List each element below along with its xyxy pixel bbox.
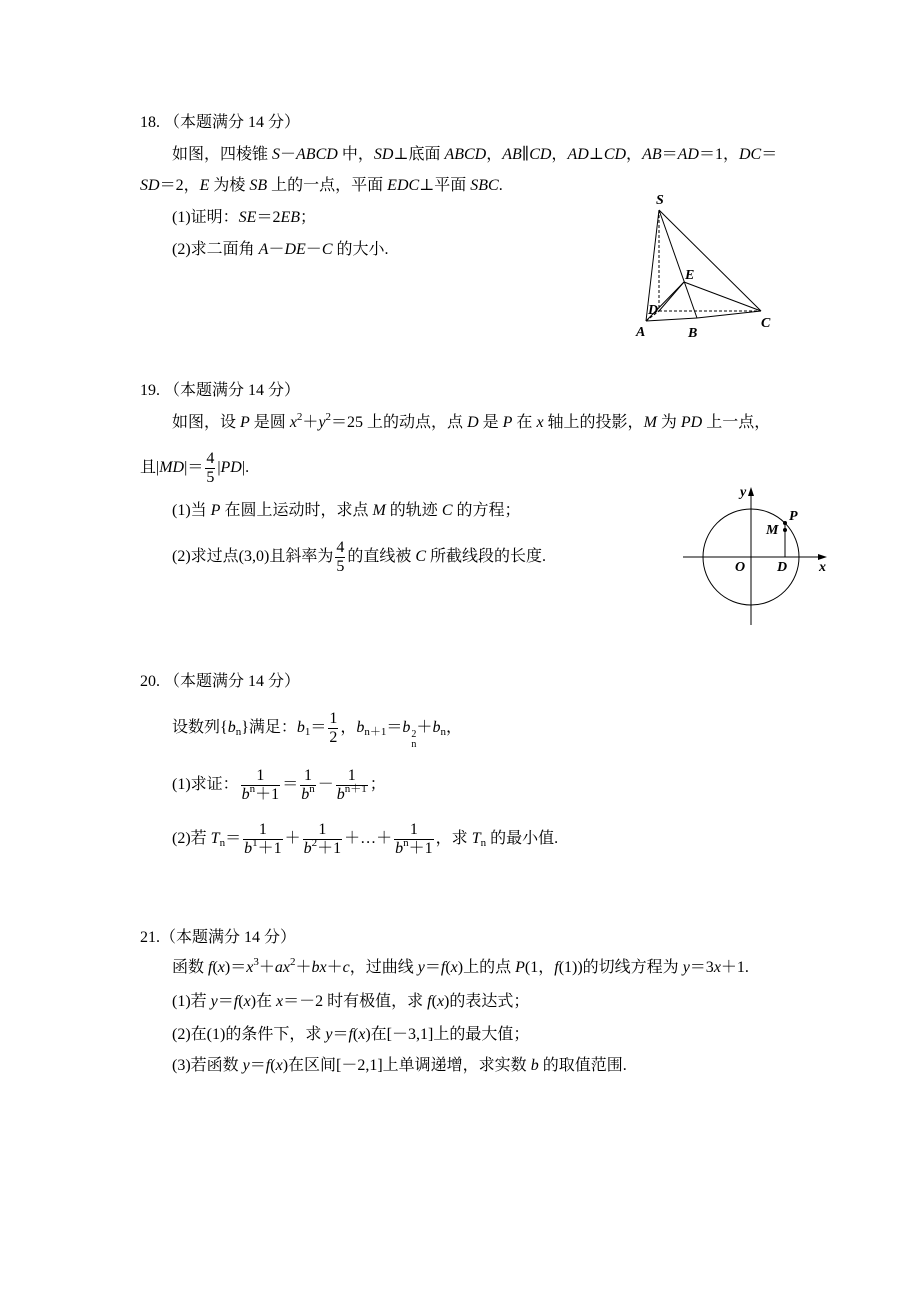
math-variable: x: [536, 414, 544, 431]
fraction-numerator: 1: [243, 821, 283, 840]
text-run: )在区间[－2,1]上单调递增，求实数: [282, 1057, 531, 1074]
math-variable: f: [440, 959, 446, 976]
text-run: )在: [250, 993, 277, 1010]
vertex-label-c: C: [761, 316, 771, 331]
problem-21-part-1: [172, 992, 529, 1012]
subscript: n: [480, 837, 487, 850]
problem-18-line-2: [140, 176, 503, 196]
point-label-p: P: [789, 509, 798, 524]
text-run: (1)求证：: [172, 776, 239, 794]
text-run: (1)当: [172, 502, 211, 519]
text-run: (: [445, 959, 451, 976]
subscript: n: [235, 726, 242, 739]
math-variable: P: [502, 414, 513, 431]
text-run: (2)在(1)的条件下，求: [172, 1026, 326, 1043]
superscript: n: [249, 783, 256, 795]
math-variable: y: [318, 414, 326, 431]
math-variable: x: [276, 993, 284, 1010]
math-variable: ax: [274, 959, 290, 976]
fraction-numerator: 1: [241, 767, 281, 786]
problem-18-part-1: [172, 208, 316, 228]
fraction: [303, 821, 343, 858]
text-run: ＝: [761, 146, 778, 163]
superscript: 1: [252, 837, 258, 849]
text-run: |＝: [184, 459, 204, 477]
math-variable: f: [554, 959, 559, 976]
text-run: ＝: [310, 719, 327, 737]
superscript: 2: [325, 411, 332, 423]
math-variable: EB: [280, 209, 301, 226]
math-variable: AB: [502, 146, 522, 163]
problem-19-header: [140, 381, 300, 401]
math-variable: M: [372, 502, 386, 519]
fraction: [328, 710, 338, 747]
math-variable: PD: [220, 459, 242, 477]
problem-19-part-2: [172, 539, 546, 576]
text-run: ＋1: [408, 840, 433, 857]
text-run: 为棱: [209, 177, 250, 194]
text-run: )的表达式；: [444, 993, 530, 1010]
math-variable: b: [244, 840, 253, 857]
vertex-label-b: B: [688, 326, 698, 341]
subscript: n＋1: [364, 726, 387, 739]
math-variable: PD: [680, 414, 703, 431]
math-variable: SBC: [470, 177, 499, 194]
text-run: ＋: [295, 959, 312, 976]
superscript: n: [403, 837, 409, 849]
axis-label-x: x: [819, 560, 826, 575]
point-label-d: D: [777, 560, 788, 575]
superscript: 3: [253, 956, 259, 968]
math-variable: x: [275, 1057, 283, 1074]
point-label-m: M: [766, 523, 779, 538]
text-run: ＝: [661, 146, 678, 163]
fraction-denominator: [336, 783, 368, 804]
text-run: (: [212, 959, 218, 976]
text-run: ＝: [225, 830, 242, 848]
math-variable: y: [210, 993, 218, 1010]
text-run: 如图，设: [172, 414, 241, 431]
math-variable: x: [450, 959, 458, 976]
superscript: n: [309, 783, 315, 795]
text-run: 中，: [337, 146, 374, 163]
text-run: ＋: [284, 830, 301, 848]
text-run: ＝: [282, 776, 299, 794]
text-run: ＝: [249, 1057, 266, 1074]
question-number: 19.: [140, 382, 160, 399]
fraction-denominator: 5: [206, 469, 215, 486]
text-run: (2)求二面角: [172, 241, 259, 258]
circle-figure: [680, 485, 830, 630]
math-variable: EDC: [387, 177, 420, 194]
fraction: [241, 767, 281, 804]
math-variable: b: [530, 1057, 539, 1074]
text-run: (2)若: [172, 830, 211, 848]
text-run: －: [280, 146, 297, 163]
math-variable: b: [227, 719, 236, 737]
pyramid-figure: [630, 190, 780, 345]
text-run: 是: [478, 414, 503, 431]
problem-18-line-1: [172, 145, 777, 165]
text-run: ＋: [302, 414, 319, 431]
superscript: 2: [289, 956, 296, 968]
math-variable: T: [471, 830, 481, 848]
math-variable: P: [210, 502, 221, 519]
text-run: ＝3: [689, 959, 714, 976]
text-run: ＝2，: [159, 177, 200, 194]
problem-19-line-2: [140, 450, 249, 487]
text-run: ＋: [258, 959, 275, 976]
math-variable: b: [303, 840, 312, 857]
superscript: 2: [311, 837, 318, 849]
text-run: (: [431, 993, 437, 1010]
text-run: 的最小值.: [486, 830, 559, 848]
text-run: ；: [369, 776, 386, 794]
subscript: n: [219, 837, 226, 850]
text-run: (1)若: [172, 993, 211, 1010]
math-variable: MD: [159, 459, 185, 477]
text-run: 设数列{: [172, 719, 228, 737]
math-variable: x: [243, 993, 251, 1010]
problem-20-line-1: [172, 710, 462, 750]
math-variable: C: [321, 241, 333, 258]
text-run: (: [352, 1026, 359, 1043]
text-run: 如图，四棱锥: [172, 146, 273, 163]
superscript: 2: [411, 729, 417, 741]
text-run: ＋…＋: [344, 830, 393, 848]
segment-ec: [684, 282, 761, 311]
problem-21-part-3: [172, 1056, 627, 1076]
fraction-numerator: 1: [394, 821, 434, 840]
math-variable: DE: [284, 241, 306, 258]
math-variable: C: [415, 548, 427, 566]
text-run: ＋1.: [720, 959, 749, 976]
text-run: ＋1: [255, 786, 280, 803]
text-run: ＝: [332, 1026, 349, 1043]
math-variable: T: [210, 830, 220, 848]
math-variable: DC: [738, 146, 762, 163]
math-variable: f: [348, 1026, 353, 1043]
math-variable: D: [467, 414, 479, 431]
text-run: 上的一点，平面: [267, 177, 388, 194]
subscript: n: [411, 739, 417, 751]
superscript: n＋1: [344, 783, 367, 795]
text-run: (: [238, 993, 244, 1010]
fraction-denominator: [241, 783, 281, 804]
text-run: (: [270, 1057, 276, 1074]
math-variable: ABCD: [296, 146, 338, 163]
math-variable: b: [402, 719, 411, 737]
fraction-numerator: 4: [336, 539, 345, 556]
text-run: ＋: [416, 719, 433, 737]
vertex-label-a: A: [636, 325, 646, 340]
point-m: [783, 528, 787, 532]
fraction-numerator: 1: [336, 767, 368, 786]
problem-19-part-1: [172, 501, 521, 521]
fraction-denominator: 2: [329, 729, 338, 746]
math-variable: C: [441, 502, 453, 519]
math-variable: x: [289, 414, 297, 431]
y-axis-arrow: [748, 487, 754, 496]
text-run: 函数: [172, 959, 209, 976]
math-variable: SB: [249, 177, 268, 194]
math-variable: AB: [642, 146, 662, 163]
vertex-label-s: S: [656, 193, 664, 208]
text-run: 的直线被: [347, 548, 416, 566]
math-variable: b: [356, 719, 365, 737]
origin-label-o: O: [735, 560, 746, 575]
subscript: n: [440, 726, 446, 739]
text-run: )＝: [224, 959, 247, 976]
math-variable: f: [208, 959, 213, 976]
text-run: 在圆上运动时，求点: [220, 502, 373, 519]
math-variable: b: [301, 786, 310, 803]
text-run: ，: [486, 146, 503, 163]
text-run: 上一点，: [702, 414, 771, 431]
problem-18-header: [140, 113, 300, 133]
math-variable: x: [358, 1026, 366, 1043]
axis-label-y: y: [740, 485, 747, 500]
text-run: ，: [445, 719, 462, 737]
text-run: 轴上的投影，: [543, 414, 644, 431]
text-run: ＝25 上的动点，点: [331, 414, 468, 431]
text-run: ，求: [435, 830, 472, 848]
math-variable: b: [241, 786, 250, 803]
fraction: [394, 821, 434, 858]
text-run: ⊥平面: [419, 177, 471, 194]
problem-21-part-2: [172, 1025, 529, 1045]
math-variable: CD: [529, 146, 552, 163]
math-variable: c: [342, 959, 350, 976]
problem-19-line-1: [172, 413, 770, 433]
text-run: .: [498, 177, 503, 194]
text-run: ＝－2 时有极值，求: [283, 993, 428, 1010]
math-variable: b: [336, 786, 345, 803]
vertex-label-d: D: [648, 303, 659, 318]
text-run: －: [268, 241, 285, 258]
text-run: (2)求过点(3,0)且斜率为: [172, 548, 334, 566]
text-run: 在: [512, 414, 537, 431]
text-run: (3)若函数: [172, 1057, 243, 1074]
math-variable: y: [417, 959, 425, 976]
problem-18-part-2: [172, 240, 389, 260]
text-run: |: [217, 459, 221, 477]
fraction-numerator: 1: [300, 767, 316, 786]
math-variable: y: [325, 1026, 333, 1043]
problem-20-header: [140, 672, 300, 692]
question-number: 20.: [140, 673, 160, 690]
text-run: ；: [300, 209, 317, 226]
text-run: (1))的切线方程为: [558, 959, 683, 976]
problem-21-header: [140, 928, 296, 948]
text-run: (1，: [524, 959, 555, 976]
math-variable: b: [395, 840, 404, 857]
text-run: }满足：: [241, 719, 297, 737]
text-run: 的取值范围.: [538, 1057, 627, 1074]
text-run: 且|: [140, 459, 160, 477]
text-run: ⊥: [588, 146, 604, 163]
math-variable: E: [199, 177, 210, 194]
text-run: )上的点: [457, 959, 516, 976]
text-run: 为: [656, 414, 681, 431]
math-variable: P: [515, 959, 525, 976]
text-run: )在[－3,1]上的最大值；: [365, 1026, 530, 1043]
math-variable: A: [258, 241, 269, 258]
fraction: [335, 539, 345, 576]
text-run: ∥: [521, 146, 530, 163]
text-run: ＋1: [257, 840, 282, 857]
text-run: |.: [241, 459, 250, 477]
problem-20-part-1: [172, 767, 386, 804]
text-run: ⊥底面: [393, 146, 445, 163]
math-variable: SE: [238, 209, 257, 226]
math-variable: P: [240, 414, 250, 431]
fraction-denominator: [303, 837, 343, 858]
math-variable: f: [265, 1057, 271, 1074]
text-run: ，: [551, 146, 568, 163]
fraction: [300, 767, 316, 804]
math-variable: CD: [603, 146, 627, 163]
problem-20-part-2: [172, 821, 558, 858]
text-run: ＝: [386, 719, 403, 737]
math-variable: bx: [311, 959, 327, 976]
question-score: （本题满分 14 分）: [164, 673, 301, 690]
fraction-numerator: 4: [206, 450, 215, 467]
text-run: ＋: [326, 959, 343, 976]
fraction-denominator: [243, 837, 283, 858]
text-run: 的轨迹: [385, 502, 442, 519]
fraction-numerator: 1: [329, 710, 338, 727]
text-run: ＝: [424, 959, 441, 976]
question-number: 21.: [140, 929, 160, 946]
math-variable: b: [432, 719, 441, 737]
text-run: ，过曲线: [349, 959, 418, 976]
text-run: －: [317, 776, 334, 794]
math-variable: x: [217, 959, 225, 976]
math-variable: SD: [140, 177, 160, 194]
text-run: 的方程；: [452, 502, 521, 519]
text-run: 是圆: [249, 414, 290, 431]
math-variable: SD: [373, 146, 394, 163]
edge-sc: [659, 210, 761, 311]
fraction: [205, 450, 215, 487]
math-variable: x: [246, 959, 254, 976]
math-variable: S: [272, 146, 281, 163]
problem-21-line-1: [172, 958, 749, 978]
fraction-denominator: 5: [336, 558, 345, 575]
text-run: ，: [340, 719, 357, 737]
vertex-label-e: E: [685, 268, 695, 283]
text-run: ，: [626, 146, 643, 163]
text-run: －: [305, 241, 322, 258]
text-run: 的大小.: [332, 241, 389, 258]
math-variable: AD: [567, 146, 589, 163]
superscript: 2: [296, 411, 303, 423]
math-variable: b: [296, 719, 305, 737]
edge-bc: [697, 311, 761, 318]
math-variable: ABCD: [444, 146, 487, 163]
text-run: 所截线段的长度.: [426, 548, 547, 566]
text-run: ＝1，: [698, 146, 739, 163]
math-variable: x: [436, 993, 445, 1010]
math-variable: x: [713, 959, 721, 976]
question-number: 18.: [140, 114, 160, 131]
math-variable: AD: [677, 146, 699, 163]
math-variable: f: [233, 993, 239, 1010]
edge-ab: [646, 318, 697, 321]
text-run: ＝: [217, 993, 234, 1010]
subscript: 1: [304, 726, 311, 739]
question-score: （本题满分 14 分）: [164, 114, 301, 131]
fraction: [243, 821, 283, 858]
question-score: （本题满分 14 分）: [160, 929, 297, 946]
fraction: [336, 767, 368, 804]
fraction-numerator: 1: [303, 821, 343, 840]
text-run: (1)证明：: [172, 209, 239, 226]
math-variable: y: [682, 959, 690, 976]
math-variable: f: [427, 993, 432, 1010]
fraction-denominator: [394, 837, 434, 858]
fraction-denominator: [300, 783, 316, 804]
text-run: ＝2: [256, 209, 281, 226]
point-p: [783, 521, 787, 525]
math-variable: M: [643, 414, 657, 431]
text-run: ＋1: [317, 840, 342, 857]
math-variable: y: [242, 1057, 250, 1074]
question-score: （本题满分 14 分）: [164, 382, 301, 399]
